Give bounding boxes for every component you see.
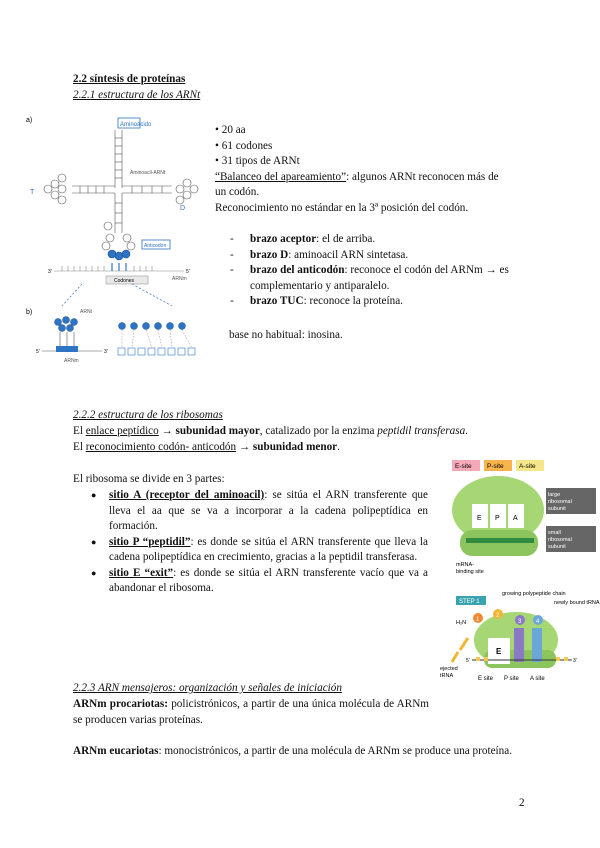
step-e-site: E site (478, 676, 494, 682)
arm-item: - brazo del anticodón: reconoce el codón del ARNm → es complementario y antiparalelo. (228, 263, 510, 294)
trna-structure-figure (22, 108, 212, 368)
step-e-letter: E (496, 647, 502, 656)
sites-list (91, 488, 428, 597)
ribosome-intro: El ribosoma se divide en 3 partes: (73, 473, 225, 485)
step-3prime: 3' (573, 658, 577, 664)
small-subunit-label: small ribosomal subunit (548, 530, 572, 550)
bullet-item: • 61 codones (215, 139, 273, 152)
b-strand-5prime: 5' (36, 349, 40, 355)
d-arm-label: D (180, 205, 186, 212)
codones-label: Codones (114, 278, 135, 284)
page-number: 2 (519, 797, 525, 809)
aa-1: 1 (476, 617, 480, 623)
inosine-note: base no habitual: inosina. (229, 329, 343, 341)
site-e-letter: E (477, 515, 482, 522)
section-title-ribosomes: 2.2.2 estructura de los ribosomas (73, 409, 223, 421)
p-site-tag: P-site (487, 463, 504, 470)
figure-label-b: b) (26, 309, 33, 316)
eukaryotic-paragraph: ARNm eucariotas: monocistrónicos, a partir de una molécula de ARNm se produce una proteína. (73, 745, 513, 757)
aa-3: 3 (518, 619, 522, 625)
strand-5prime: 5' (186, 269, 190, 275)
b-strand-3prime: 3' (104, 349, 108, 355)
arm-item: - brazo D: aminoacil ARN sintetasa. (228, 248, 510, 264)
arnm-small-label: ARNm (64, 358, 79, 364)
anticodon-label: Anticodón (144, 243, 167, 249)
prokaryotic-paragraph: ARNm procariotas: policistrónicos, a partir de una única molécula de ARNm se producen varias proteínas. (73, 698, 429, 726)
arm-item: - brazo aceptor: el de arriba. (228, 232, 510, 248)
aa-4: 4 (536, 619, 540, 625)
reconocimiento-line: El reconocimiento codón- anticodón → subunidad menor. (73, 441, 340, 453)
site-item: ● sitio P “peptidil”: es donde se sitúa el ARN transferente que lleva la cadena polipeptídica en crecimiento, gracias a la peptidil transferasa. (91, 535, 428, 566)
site-p-letter: P (495, 515, 500, 522)
trna-text-block (215, 123, 505, 216)
site-a-letter: A (513, 515, 518, 522)
arnm-label: ARNm (172, 276, 187, 282)
section-title-mrna: 2.2.3 ARN mensajeros: organización y señales de iniciación (73, 682, 342, 694)
section-title-trna: 2.2.1 estructura de los ARNt (73, 89, 201, 101)
arms-list (228, 232, 510, 310)
ribosome-figure (438, 458, 600, 580)
newly-bound-label: newly bound tRNA (554, 600, 600, 606)
large-subunit-label: large ribosomal subunit (548, 492, 572, 512)
arnt-small-label: ARNt (80, 309, 92, 315)
bullet-item: • 20 aa (215, 124, 246, 136)
figure-label-a: a) (26, 117, 33, 124)
aminoacid-label: Aminoácido (120, 122, 152, 128)
bullet-list (215, 123, 505, 170)
aa-2: 2 (496, 613, 500, 619)
nonstandard-paragraph: Reconocimiento no estándar en la 3ª posición del codón. (215, 201, 469, 214)
main-heading: 2.2 síntesis de proteínas (73, 73, 186, 85)
mrna-binding-label: mRNA-binding site (456, 562, 484, 575)
step-p-site: P site (504, 676, 519, 682)
aminoacil-arnt-label: Aminoacil-ARNt (130, 170, 166, 176)
t-arm-label: T (30, 189, 35, 196)
step-5prime: 5' (466, 658, 470, 664)
ejected-trna-label: ejected tRNA (440, 666, 458, 679)
balanceo-paragraph: “Balanceo del apareamiento”: algunos ARNt reconocen más de un codón. (215, 170, 499, 198)
step-a-site: A site (530, 676, 545, 682)
growing-chain-label: growing polypeptide chain (502, 591, 566, 597)
e-site-tag: E-site (455, 463, 472, 470)
site-item: ● sitio E “exit”: es donde se sitúa el ARN transferente vacío que va a abandonar el ribosoma. (91, 566, 428, 597)
step-label: STEP 1 (459, 599, 480, 605)
site-item: ● sitio A (receptor del aminoacil): se sitúa el ARN transferente que lleva el aa que se va a incorporar a la cadena polipeptídica en formación. (91, 488, 428, 535)
bullet-item: • 31 tipos de ARNt (215, 155, 300, 167)
h2n-label: H₂N (456, 620, 467, 626)
enlace-line: El enlace peptídico → subunidad mayor, catalizado por la enzima peptidil transferasa. (73, 425, 468, 437)
translation-step-figure (436, 588, 600, 684)
strand-3prime: 3' (48, 269, 52, 275)
arm-item: - brazo TUC: reconoce la proteína. (228, 294, 510, 310)
a-site-tag: A-site (519, 463, 536, 470)
